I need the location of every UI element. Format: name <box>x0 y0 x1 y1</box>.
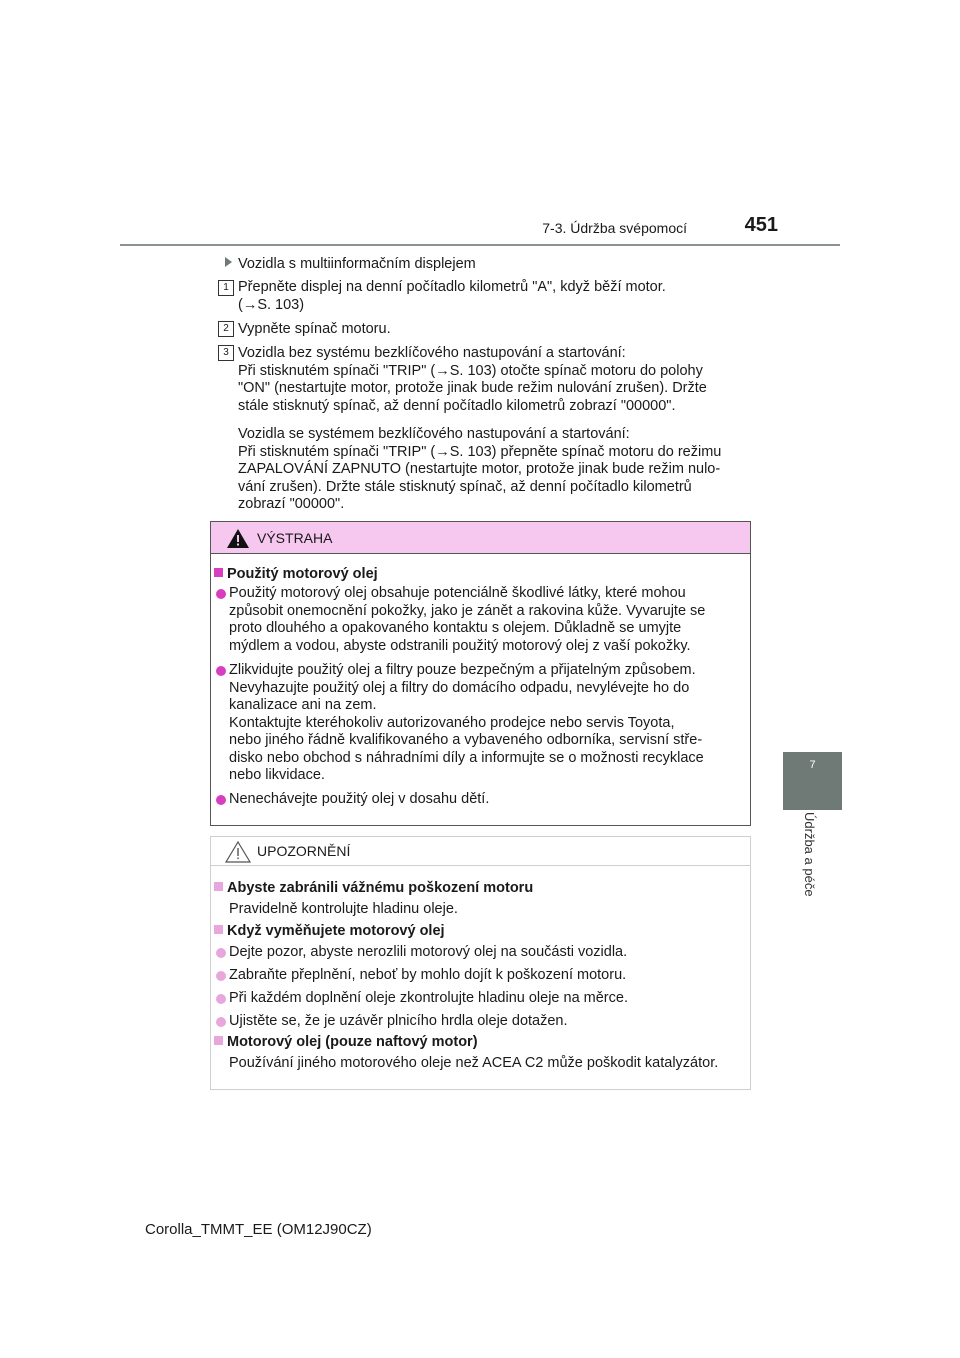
notice-heading: Když vyměňujete motorový olej <box>214 923 734 941</box>
warning-triangle-icon <box>227 529 249 548</box>
warning-bullet: Použitý motorový olej obsahuje potenciálně škodlivé látky, které mohou způsobit onemocnění pokožky, jako je zánět a rakovina kůže. Vyvarujte se proto dlouhého a opakovaného kontaktu s olejem. Důkladně se umyjte mýdlem a vodou, abyste odstranili použitý motorový olej z vaší pokožky. <box>229 585 706 654</box>
step-number: 2 <box>218 321 234 337</box>
header-rule <box>120 244 840 246</box>
bullet-dot-icon <box>216 994 226 1004</box>
notice-text: Pravidelně kontrolujte hladinu oleje. <box>229 901 458 917</box>
notice-bullet: Zabraňte přeplnění, neboť by mohlo dojít k poškození motoru. <box>229 967 627 983</box>
warning-box <box>210 521 751 826</box>
notice-box <box>210 836 751 1090</box>
chapter-number: 7 <box>809 759 816 771</box>
bullet-dot-icon <box>216 795 226 805</box>
notice-bullet: Dejte pozor, abyste nerozlili motorový olej na součásti vozidla. <box>229 944 628 960</box>
square-bullet-icon <box>214 882 223 891</box>
square-bullet-icon <box>214 1036 223 1045</box>
page-number: 451 <box>744 214 778 236</box>
step-text: Přepněte displej na denní počítadlo kilometrů "A", když běží motor. (→S. 103) <box>238 279 666 313</box>
notice-header <box>211 837 750 866</box>
square-bullet-icon <box>214 925 223 934</box>
caution-triangle-icon <box>225 841 251 863</box>
step-number: 3 <box>218 345 234 361</box>
warning-title: VÝSTRAHA <box>257 530 333 546</box>
bullet-dot-icon <box>216 589 226 599</box>
square-bullet-icon <box>214 568 223 577</box>
footer-model: Corolla_TMMT_EE (OM12J90CZ) <box>145 1221 372 1238</box>
warning-header <box>211 522 750 554</box>
warning-bullet: Nenechávejte použitý olej v dosahu dětí. <box>229 791 490 807</box>
bullet-dot-icon <box>216 1017 226 1027</box>
triangle-icon <box>225 257 232 267</box>
step-text: Vypněte spínač motoru. <box>238 321 391 337</box>
notice-title: UPOZORNĚNÍ <box>257 843 351 859</box>
notice-bullet: Ujistěte se, že je uzávěr plnicího hrdla oleje dotažen. <box>229 1013 568 1029</box>
vehicle-heading: Vozidla s multiinformačním displejem <box>225 255 745 274</box>
chapter-tab <box>783 752 842 810</box>
notice-bullet: Při každém doplnění oleje zkontrolujte hladinu oleje na měrce. <box>229 990 628 1006</box>
warning-bullet: Zlikvidujte použitý olej a filtry pouze bezpečným a přijatelným způsobem. Nevyhazujte použitý olej a filtry do domácího odpadu, nevylévejte ho do kanalizace ani na zem. Kontaktujte kteréhokoliv autorizovaného prodejce nebo servis Toyota, nebo jiného řádně kvalifikovaného a vybaveného odborníka, servisní stře- disko nebo obchod s náhradními díly a informujte se o možnosti recyklace nebo likvidace. <box>229 662 704 783</box>
bullet-dot-icon <box>216 948 226 958</box>
notice-text: Používání jiného motorového oleje než ACEA C2 může poškodit katalyzátor. <box>229 1055 719 1071</box>
step-text: Vozidla bez systému bezklíčového nastupování a startování: Při stisknutém spínači "TRIP" (→S. 103) otočte spínač motoru do polohy "ON" (nestartujte motor, protože jinak bude režim nulování zrušen). Držte stále stisknutý spínač, až denní počítadlo kilometrů zobrazí "00000". Vozidla se systémem bezklíčového nastupování a startování: Při stisknutém spínači "TRIP" (→S. 103) přepněte spínač motoru do režimu ZAPALOVÁNÍ ZAPNUTO (nestartujte motor, protože jinak bude režim nulo- vání zrušen). Držte stále stisknutý spínač, až denní počítadlo kilometrů zobrazí "00000". <box>238 345 722 512</box>
chapter-label: Údržba a péče <box>802 812 817 897</box>
step-number: 1 <box>218 280 234 296</box>
notice-heading: Motorový olej (pouze naftový motor) <box>214 1034 734 1052</box>
warning-heading: Použitý motorový olej <box>214 566 734 584</box>
section-title: 7-3. Údržba svépomocí <box>542 220 687 236</box>
bullet-dot-icon <box>216 666 226 676</box>
notice-heading: Abyste zabránili vážnému poškození motoru <box>214 880 734 898</box>
bullet-dot-icon <box>216 971 226 981</box>
